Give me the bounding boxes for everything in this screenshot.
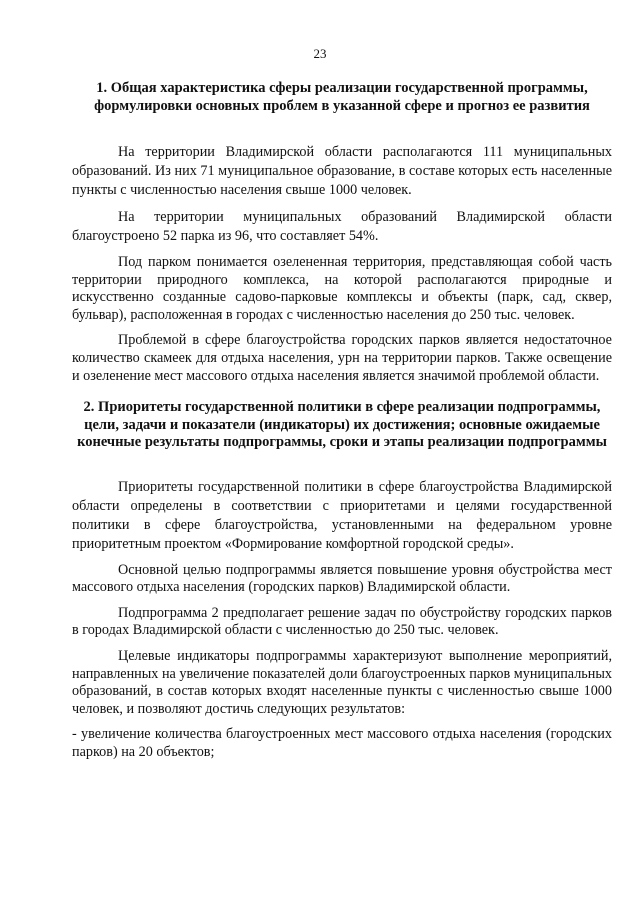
section-2-paragraph-1: Приоритеты государственной политики в сфере благоустройства Владимирской области определены в соответствии с приоритетами и целями государственной политики в сфере благоустройства, установленными на федеральном уровне приоритетным проектом «Формирование комфортной городской среды». [72, 478, 612, 552]
section-2-paragraph-2: Основной целью подпрограммы является повышение уровня обустройства мест массового отдыха населения (городских парков) Владимирской области. [72, 561, 612, 596]
section-1-paragraph-1: На территории Владимирской области располагаются 111 муниципальных образований. Из них 71 муниципальное образование, в составе которых есть населенные пункты с численностью населения свыше 1000 человек. [72, 144, 612, 198]
page-number: 23 [313, 46, 327, 61]
page-content [72, 80, 612, 770]
section-2-bullet-1: - увеличение количества благоустроенных мест массового отдыха населения (городских парков) на 20 объектов; [72, 726, 612, 760]
section-1-paragraph-3: Под парком понимается озелененная территория, представляющая собой часть территории природного комплекса, на которой располагаются природные и искусственно созданные садово-парковые комплексы и объекты (парк, сад, сквер, бульвар), расположенная в городах с численностью населения до 250 тыс. человек. [72, 254, 612, 323]
section-2-paragraph-3: Подпрограмма 2 предполагает решение задач по обустройству городских парков в городах Владимирской области с численностью до 250 тыс. человек. [72, 604, 612, 639]
section-1-paragraph-4: Проблемой в сфере благоустройства городских парков является недостаточное количество скамеек для отдыха населения, урн на территории парков. Также освещение и озеленение мест массового отдыха населения является значимой проблемой области. [72, 332, 612, 384]
section-1-heading: 1. Общая характеристика сферы реализации государственной программы, формулировки основных проблем в указанной сфере и прогноз ее развития [94, 80, 590, 114]
section-2-heading: 2. Приоритеты государственной политики в сфере реализации подпрограммы, цели, задачи и показатели (индикаторы) их достижения; основные ожидаемые конечные результаты подпрограммы, сроки и этапы реализации подпрограммы [77, 399, 607, 451]
section-2-paragraph-4: Целевые индикаторы подпрограммы характеризуют выполнение мероприятий, направленных на увеличение показателей доли благоустроенных парков муниципальных образований, в состав которых входят населенные пункты с численностью свыше 1000 человек, и позволяют достичь следующих результатов: [72, 648, 612, 717]
section-1-paragraph-2: На территории муниципальных образований Владимирской области благоустроено 52 парка из 96, что составляет 54%. [72, 209, 612, 244]
